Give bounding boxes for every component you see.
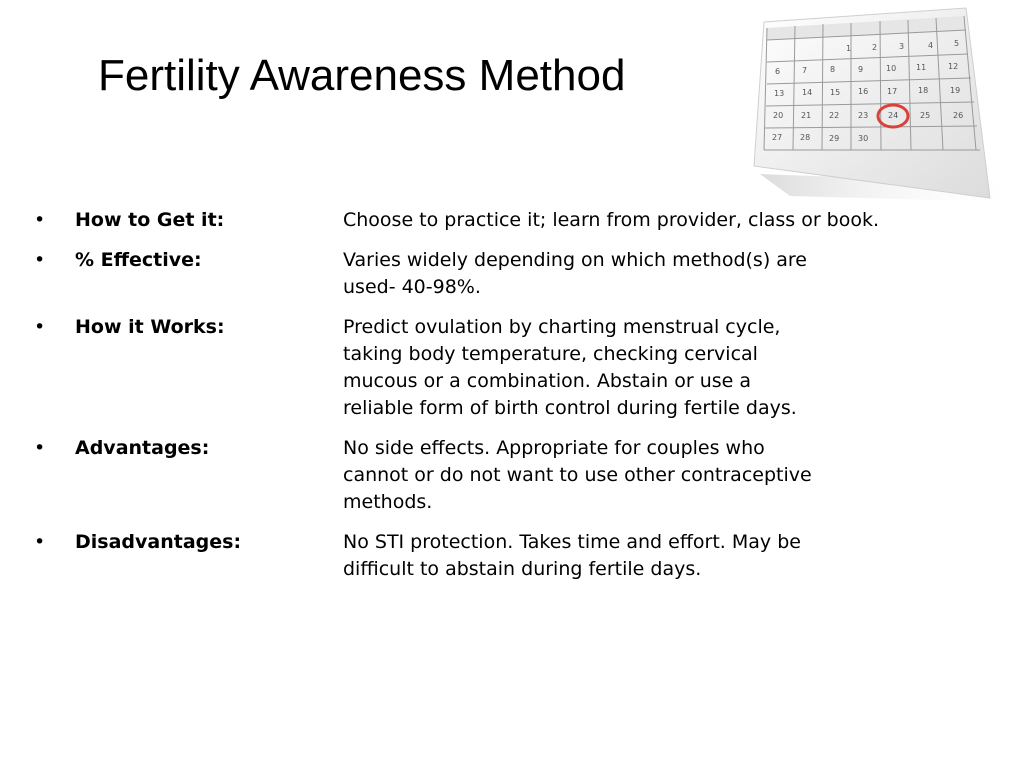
bullet-disadvantages: [34, 529, 1014, 583]
bullet-marker: •: [34, 249, 46, 271]
bullet-how-it-works: [34, 314, 1014, 422]
svg-text:11: 11: [916, 63, 927, 72]
svg-text:14: 14: [802, 88, 813, 97]
bullet-label: How it Works:: [75, 316, 225, 338]
svg-text:19: 19: [950, 86, 961, 95]
svg-text:27: 27: [772, 133, 783, 142]
bullet-text: No STI protection. Takes time and effort. May be difficult to abstain during fertile days.: [343, 531, 801, 580]
svg-text:25: 25: [920, 111, 931, 120]
calendar-icon: [750, 6, 1024, 202]
svg-text:13: 13: [774, 89, 785, 98]
bullet-label: % Effective:: [75, 249, 202, 271]
bullet-how-to-get: [34, 207, 1014, 234]
bullet-advantages: [34, 435, 1014, 516]
svg-text:12: 12: [948, 62, 959, 71]
svg-text:30: 30: [858, 134, 869, 143]
calendar-image: [750, 6, 1024, 202]
svg-text:15: 15: [830, 88, 841, 97]
svg-text:21: 21: [801, 111, 812, 120]
svg-text:20: 20: [773, 111, 784, 120]
bullet-label: How to Get it:: [75, 209, 225, 231]
bullet-label: Disadvantages:: [75, 531, 242, 553]
bullet-text: Choose to practice it; learn from provider, class or book.: [343, 209, 880, 231]
bullet-label: Advantages:: [75, 437, 210, 459]
svg-text:7: 7: [802, 66, 808, 75]
svg-text:5: 5: [954, 39, 960, 48]
svg-text:17: 17: [887, 87, 898, 96]
svg-text:6: 6: [775, 67, 781, 76]
svg-text:9: 9: [858, 65, 864, 74]
svg-text:24: 24: [888, 111, 899, 120]
slide-title: Fertility Awareness Method: [98, 51, 626, 100]
bullet-marker: •: [34, 316, 46, 338]
svg-text:1: 1: [846, 44, 852, 53]
svg-text:22: 22: [829, 111, 840, 120]
bullet-marker: •: [34, 531, 46, 553]
svg-text:4: 4: [928, 41, 934, 50]
bullet-text: No side effects. Appropriate for couples who cannot or do not want to use other contraceptive methods.: [343, 437, 812, 513]
bullet-list: [34, 207, 1014, 596]
svg-text:3: 3: [899, 42, 905, 51]
svg-text:23: 23: [858, 111, 869, 120]
svg-text:18: 18: [918, 86, 929, 95]
svg-text:8: 8: [830, 65, 836, 74]
bullet-text: Varies widely depending on which method(s) are used- 40-98%.: [343, 249, 807, 298]
svg-text:2: 2: [872, 43, 878, 52]
svg-text:28: 28: [800, 133, 811, 142]
svg-text:29: 29: [829, 134, 840, 143]
svg-text:10: 10: [886, 64, 897, 73]
svg-text:26: 26: [953, 111, 964, 120]
bullet-marker: •: [34, 209, 46, 231]
bullet-text: Predict ovulation by charting menstrual cycle, taking body temperature, checking cervical mucous or a combination. Abstain or use a reliable form of birth control during fertile days.: [343, 316, 797, 419]
svg-text:16: 16: [858, 87, 869, 96]
bullet-marker: •: [34, 437, 46, 459]
bullet-effective: [34, 247, 1014, 301]
